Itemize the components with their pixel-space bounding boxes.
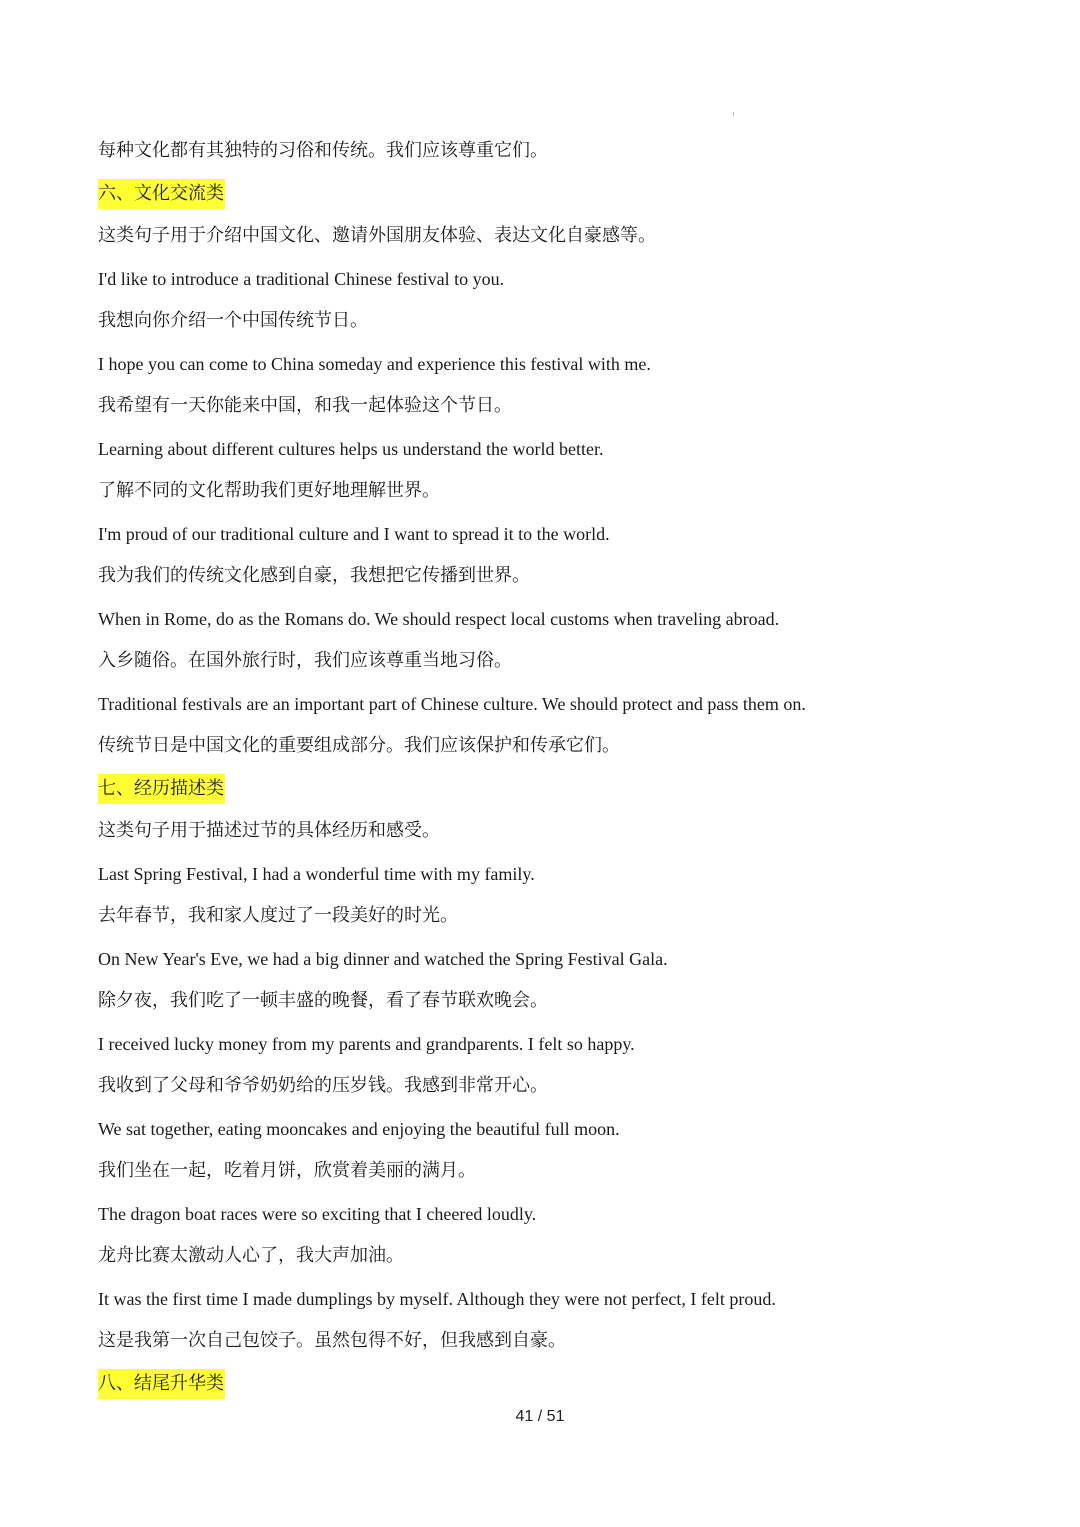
section-heading-text: 八、结尾升华类 [98, 1369, 225, 1399]
line-text: 除夕夜，我们吃了一顿丰盛的晚餐，看了春节联欢晚会。 [98, 990, 548, 1011]
chinese-translation [98, 1150, 998, 1193]
english-sentence [98, 428, 998, 471]
chinese-translation [98, 980, 998, 1023]
line-text: Learning about different cultures helps us understand the world better. [98, 438, 604, 459]
line-text: 了解不同的文化帮助我们更好地理解世界。 [98, 480, 440, 501]
english-sentence [98, 1023, 998, 1066]
paragraph-line [98, 810, 998, 853]
english-sentence [98, 938, 998, 981]
line-text: I hope you can come to China someday and experience this festival with me. [98, 353, 651, 374]
page-content [98, 130, 998, 1405]
line-text: 我为我们的传统文化感到自豪，我想把它传播到世界。 [98, 565, 530, 586]
line-text: 我们坐在一起，吃着月饼，欣赏着美丽的满月。 [98, 1160, 476, 1181]
line-text: Traditional festivals are an important part of Chinese culture. We should protect and pass them on. [98, 693, 806, 714]
english-sentence [98, 1108, 998, 1151]
line-text: I received lucky money from my parents and grandparents. I felt so happy. [98, 1033, 635, 1054]
line-text: 去年春节，我和家人度过了一段美好的时光。 [98, 905, 458, 926]
stray-mark [733, 112, 734, 116]
line-text: It was the first time I made dumplings by myself. Although they were not perfect, I felt proud. [98, 1288, 776, 1309]
english-sentence [98, 1193, 998, 1236]
chinese-translation [98, 640, 998, 683]
line-text: 传统节日是中国文化的重要组成部分。我们应该保护和传承它们。 [98, 735, 620, 756]
line-text: When in Rome, do as the Romans do. We should respect local customs when traveling abroad. [98, 608, 780, 629]
line-text: I'm proud of our traditional culture and I want to spread it to the world. [98, 523, 610, 544]
english-sentence [98, 598, 998, 641]
paragraph-line [98, 215, 998, 258]
line-text: We sat together, eating mooncakes and enjoying the beautiful full moon. [98, 1118, 620, 1139]
chinese-translation [98, 1320, 998, 1363]
paragraph-line [98, 130, 998, 173]
section-heading-text: 六、文化交流类 [98, 179, 225, 209]
chinese-translation [98, 895, 998, 938]
chinese-translation [98, 725, 998, 768]
english-sentence [98, 853, 998, 896]
section-heading [98, 173, 998, 216]
line-text: I'd like to introduce a traditional Chinese festival to you. [98, 268, 505, 289]
chinese-translation [98, 470, 998, 513]
section-heading-text: 七、经历描述类 [98, 774, 225, 804]
chinese-translation [98, 1235, 998, 1278]
line-text: 这类句子用于介绍中国文化、邀请外国朋友体验、表达文化自豪感等。 [98, 225, 656, 246]
page-number: 41 / 51 [515, 1408, 565, 1425]
chinese-translation [98, 300, 998, 343]
line-text: On New Year's Eve, we had a big dinner and watched the Spring Festival Gala. [98, 948, 668, 969]
english-sentence [98, 683, 998, 726]
line-text: 这是我第一次自己包饺子。虽然包得不好，但我感到自豪。 [98, 1330, 566, 1351]
line-text: 每种文化都有其独特的习俗和传统。我们应该尊重它们。 [98, 140, 548, 161]
line-text: 入乡随俗。在国外旅行时，我们应该尊重当地习俗。 [98, 650, 512, 671]
english-sentence [98, 1278, 998, 1321]
line-text: Last Spring Festival, I had a wonderful time with my family. [98, 863, 535, 884]
section-heading [98, 768, 998, 811]
english-sentence [98, 513, 998, 556]
line-text: The dragon boat races were so exciting that I cheered loudly. [98, 1203, 537, 1224]
line-text: 我希望有一天你能来中国，和我一起体验这个节日。 [98, 395, 512, 416]
chinese-translation [98, 1065, 998, 1108]
chinese-translation [98, 555, 998, 598]
chinese-translation [98, 385, 998, 428]
english-sentence [98, 343, 998, 386]
english-sentence [98, 258, 998, 301]
line-text: 我想向你介绍一个中国传统节日。 [98, 310, 368, 331]
line-text: 龙舟比赛太激动人心了，我大声加油。 [98, 1245, 404, 1266]
section-heading [98, 1363, 998, 1406]
line-text: 我收到了父母和爷爷奶奶给的压岁钱。我感到非常开心。 [98, 1075, 548, 1096]
line-text: 这类句子用于描述过节的具体经历和感受。 [98, 820, 440, 841]
